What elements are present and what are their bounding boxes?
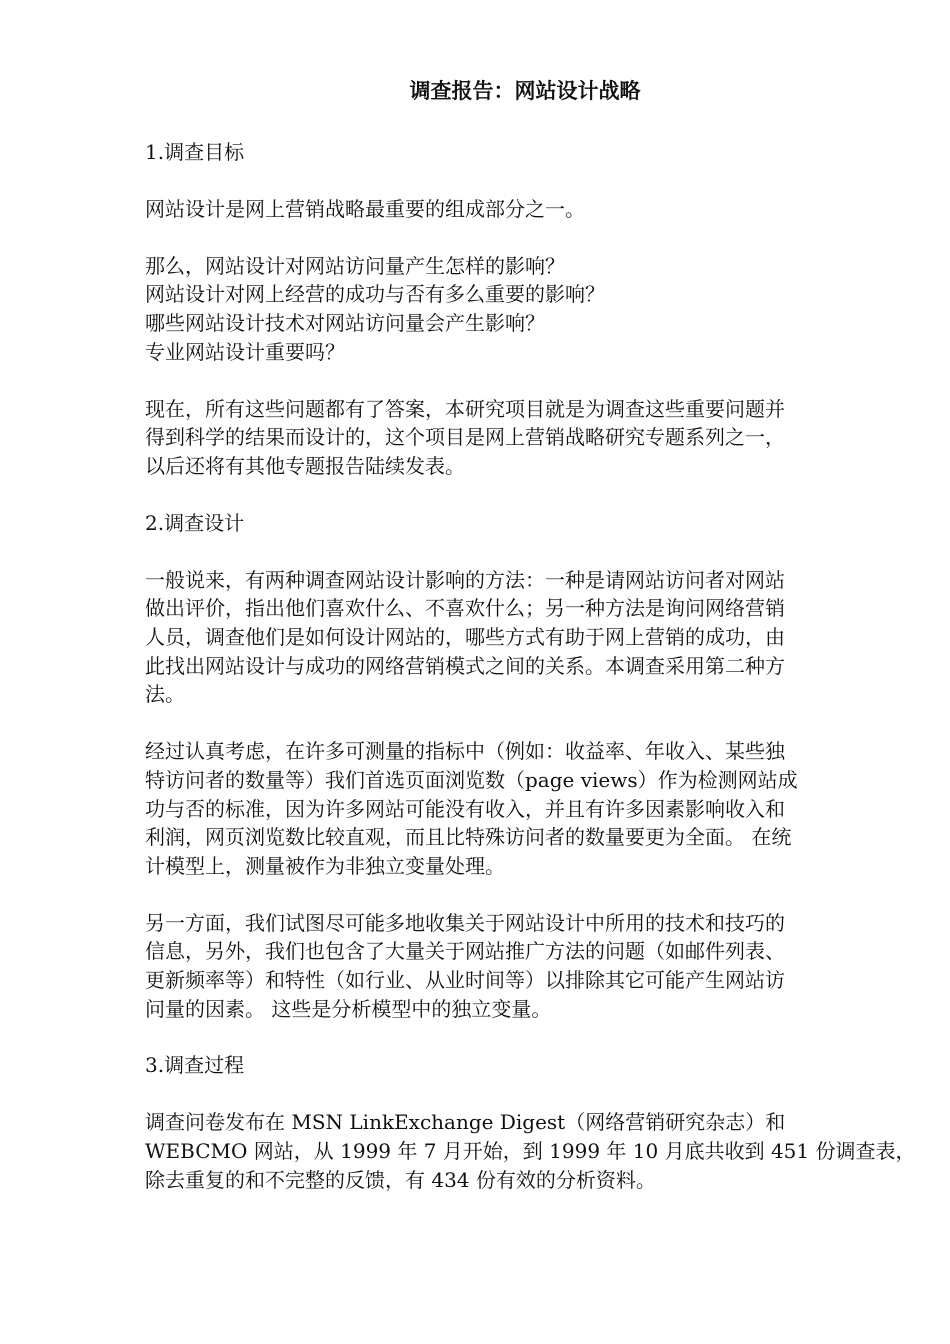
paragraph-line: 利润，网页浏览数比较直观，而且比特殊访问者的数量要更为全面。 在统	[145, 825, 792, 850]
paragraph	[145, 909, 885, 1024]
paragraph-line: 哪些网站设计技术对网站访问量会产生影响？	[145, 311, 545, 336]
section-process	[145, 1051, 916, 1194]
paragraph-line: 现在，所有这些问题都有了答案，本研究项目就是为调查这些重要问题并	[145, 396, 785, 421]
paragraph	[145, 252, 885, 367]
paragraph-line: 以后还将有其他专题报告陆续发表。	[145, 453, 465, 478]
paragraph	[145, 737, 885, 881]
paragraph-line: 调查问卷发布在 MSN LinkExchange Digest（网络营销研究杂志）和	[145, 1110, 786, 1135]
paragraph-line: 那么，网站设计对网站访问量产生怎样的影响？	[145, 253, 565, 278]
paragraph-line: 另一方面，我们试图尽可能多地收集关于网站设计中所用的技术和技巧的	[145, 910, 785, 935]
section-design	[145, 509, 885, 1024]
paragraph-line: 计模型上，测量被作为非独立变量处理。	[145, 853, 505, 878]
paragraph	[145, 566, 885, 710]
paragraph-line: 一般说来，有两种调查网站设计影响的方法：一种是请网站访问者对网站	[145, 567, 785, 592]
section-heading: 2.调查设计	[145, 510, 245, 535]
paragraph-line: 信息，另外，我们也包含了大量关于网站推广方法的问题（如邮件列表、	[145, 939, 785, 964]
paragraph-line: 功与否的标准，因为许多网站可能没有收入，并且有许多因素影响收入和	[145, 796, 785, 821]
paragraph-line: 更新频率等）和特性（如行业、从业时间等）以排除其它可能产生网站访	[145, 968, 785, 993]
section-heading: 3.调查过程	[145, 1053, 245, 1078]
paragraph-line: 人员，调查他们是如何设计网站的，哪些方式有助于网上营销的成功，由	[145, 625, 785, 650]
paragraph	[145, 1108, 916, 1194]
paragraph-line: 此找出网站设计与成功的网络营销模式之间的关系。本调查采用第二种方	[145, 653, 785, 678]
paragraph-line: 除去重复的和不完整的反馈，有 434 份有效的分析资料。	[145, 1167, 656, 1192]
paragraph-line: 经过认真考虑，在许多可测量的指标中（例如：收益率、年收入、某些独	[145, 739, 785, 764]
paragraph	[145, 195, 885, 224]
paragraph-line: WEBCMO 网站，从 1999 年 7 月开始，到 1999 年 10 月底共收到 451 份调查表，	[145, 1139, 916, 1164]
paragraph-line: 法。	[145, 682, 185, 707]
paragraph-line: 得到科学的结果而设计的，这个项目是网上营销战略研究专题系列之一，	[145, 425, 785, 450]
paragraph-line: 特访问者的数量等）我们首选页面浏览数（page views）作为检测网站成	[145, 767, 798, 792]
document-title: 调查报告：网站设计战略	[409, 78, 641, 103]
paragraph	[145, 395, 885, 481]
paragraph-line: 做出评价，指出他们喜欢什么、不喜欢什么；另一种方法是询问网络营销	[145, 596, 785, 621]
paragraph-line: 网站设计对网上经营的成功与否有多么重要的影响？	[145, 282, 605, 307]
paragraph-line: 专业网站设计重要吗？	[145, 339, 345, 364]
paragraph-line: 网站设计是网上营销战略最重要的组成部分之一。	[145, 197, 585, 221]
paragraph-line: 问量的因素。 这些是分析模型中的独立变量。	[145, 996, 552, 1021]
section-heading: 1.调查目标	[145, 140, 245, 164]
section-objective	[145, 138, 885, 481]
document-page	[145, 76, 916, 1223]
